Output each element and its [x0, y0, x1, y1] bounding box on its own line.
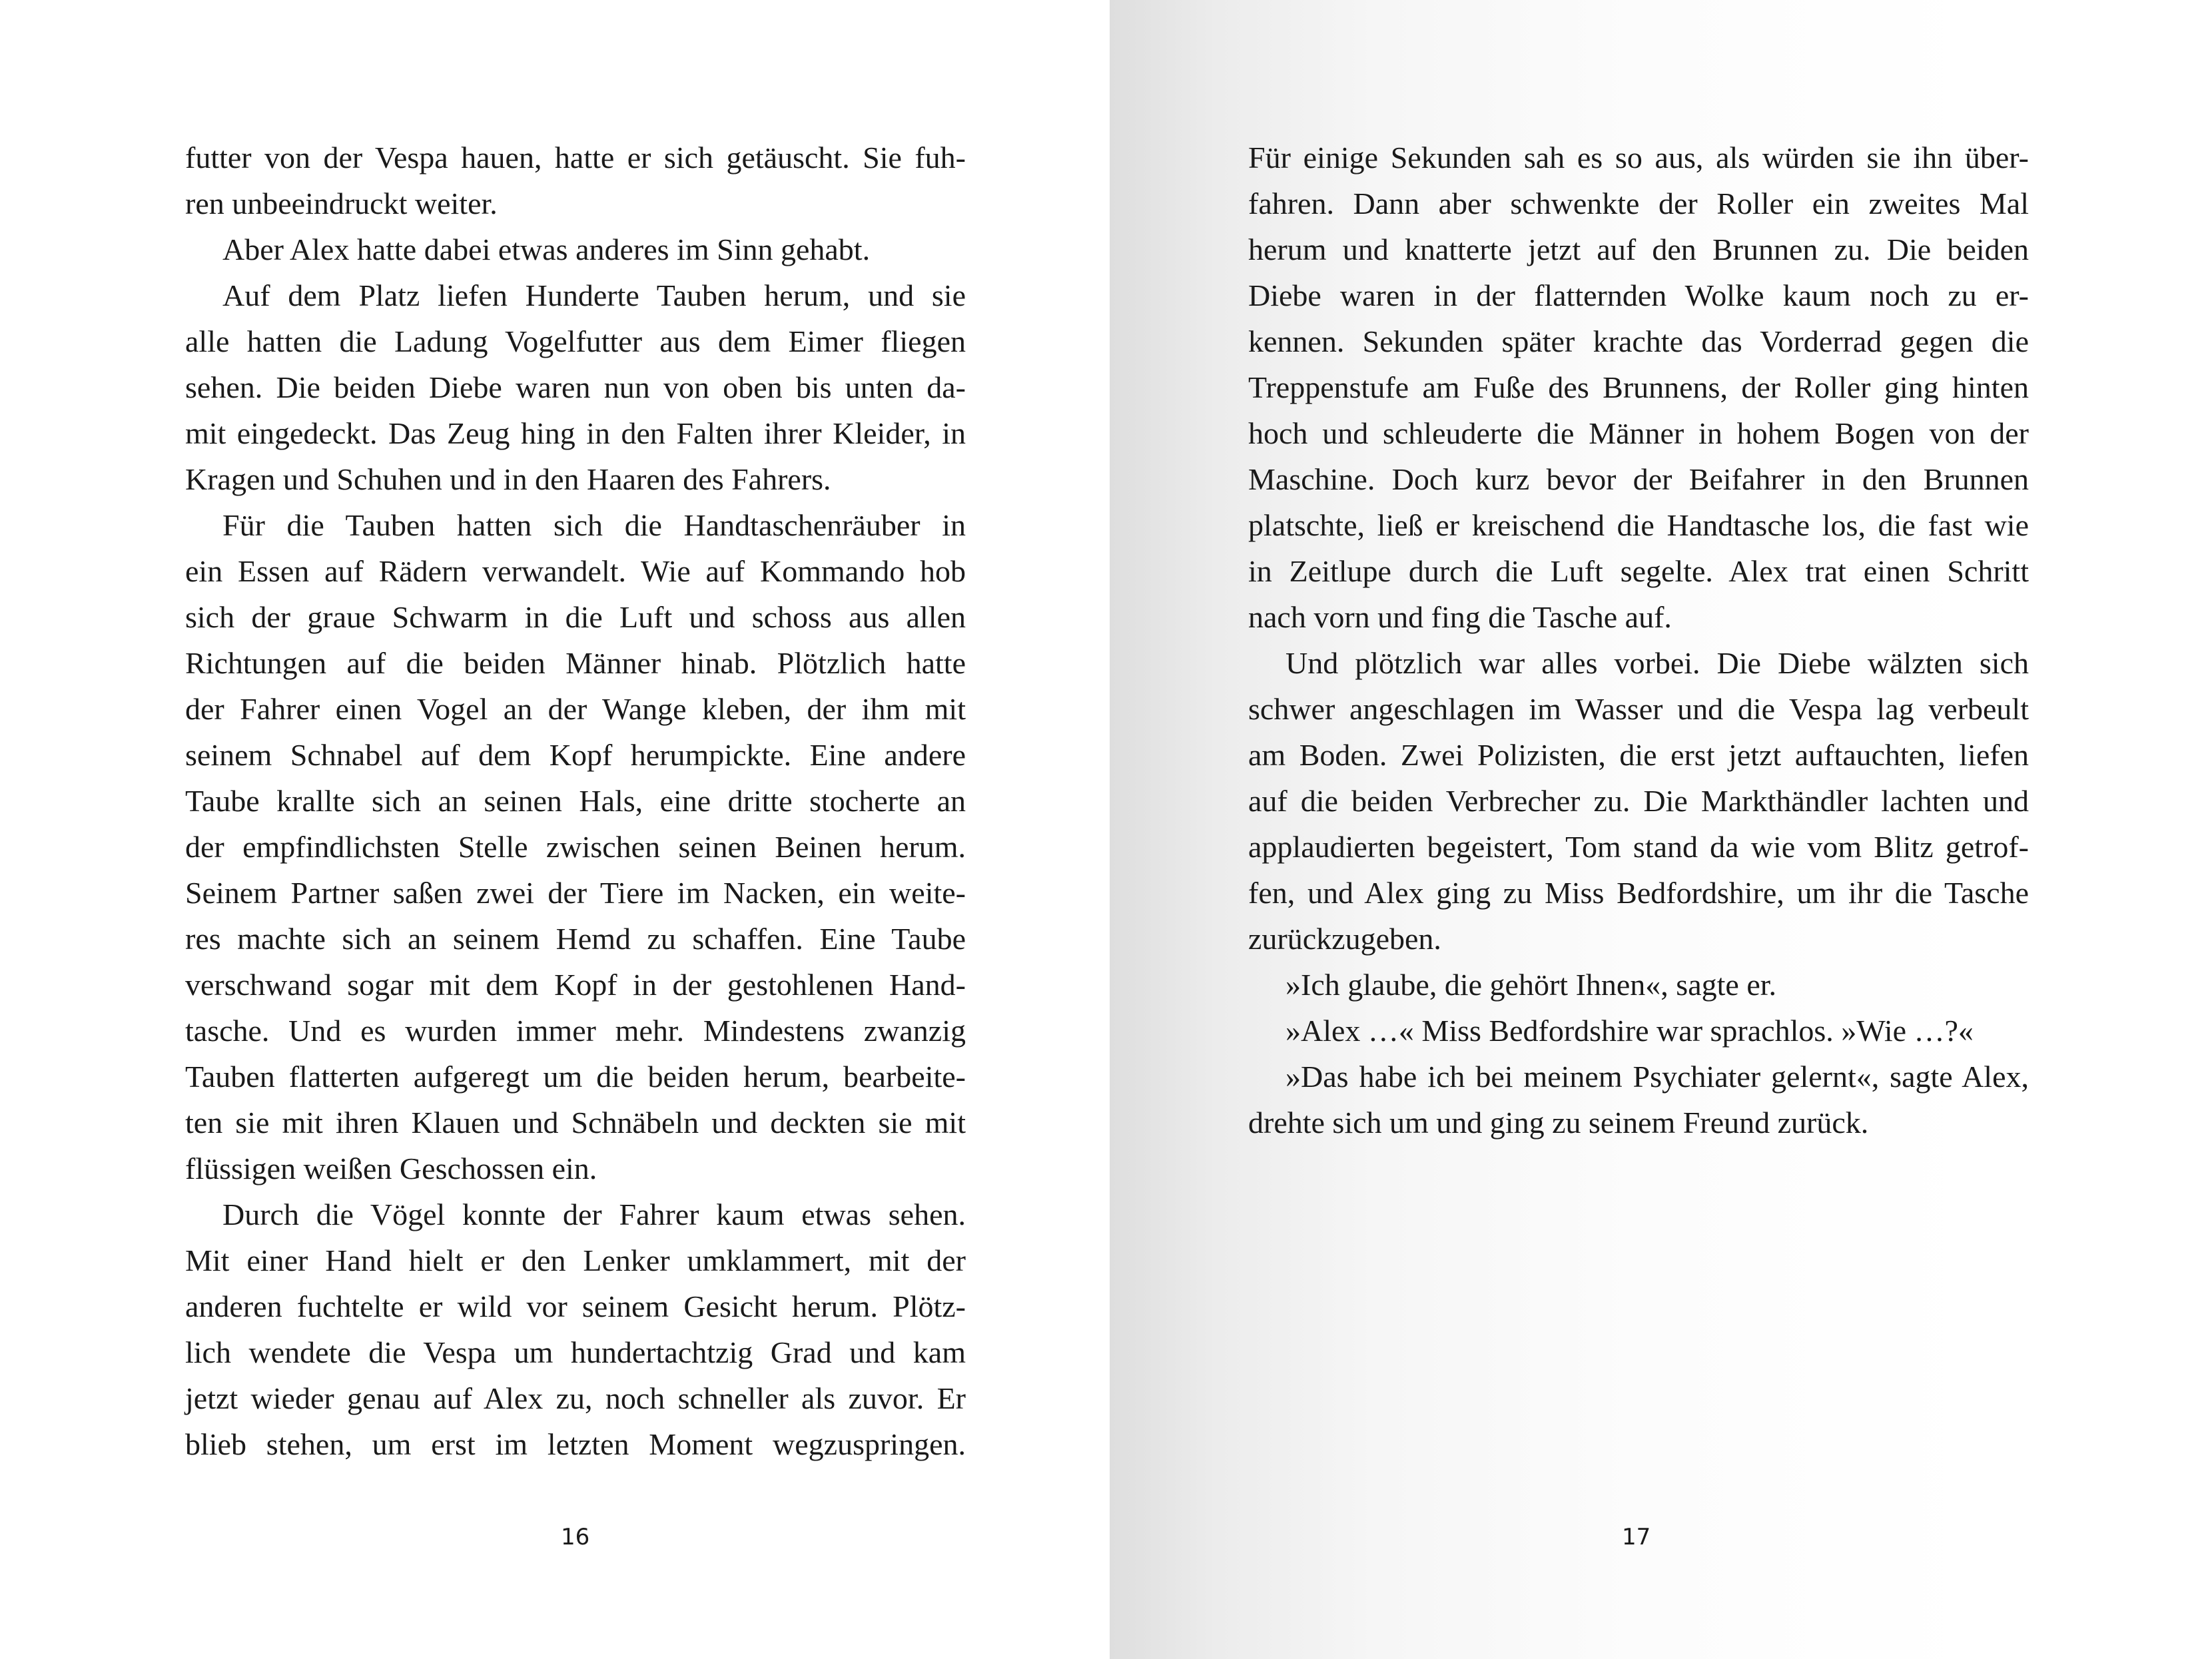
text-line: drehte sich um und ging zu seinem Freund zurück. [1248, 1106, 1869, 1140]
text-line: »Alex …« Miss Bedfordshire war sprachlos. »Wie …?« [1286, 1014, 1974, 1048]
text-line: jetzt wieder genau auf Alex zu, noch schneller als zuvor. Er [185, 1381, 966, 1415]
page-number-left: 16 [561, 1524, 590, 1550]
text-line: Diebe waren in der flatternden Wolke kaum noch zu er- [1248, 278, 2029, 312]
left-page-text [185, 135, 966, 1467]
text-line: der Fahrer einen Vogel an der Wange kleben, der ihm mit [185, 692, 966, 726]
text-line: Durch die Vögel konnte der Fahrer kaum etwas sehen. [222, 1197, 966, 1231]
text-line: sich der graue Schwarm in die Luft und schoss aus allen [185, 600, 966, 634]
text-line: Kragen und Schuhen und in den Haaren des Fahrers. [185, 462, 831, 496]
text-line: nach vorn und fing die Tasche auf. [1248, 600, 1672, 634]
text-line: Und plötzlich war alles vorbei. Die Diebe wälzten sich [1286, 646, 2029, 680]
text-line: verschwand sogar mit dem Kopf in der gestohlenen Hand- [185, 968, 966, 1002]
text-line: Mit einer Hand hielt er den Lenker umklammert, mit der [185, 1243, 966, 1277]
text-line: Richtungen auf die beiden Männer hinab. Plötzlich hatte [185, 646, 966, 680]
text-line: Auf dem Platz liefen Hunderte Tauben herum, und sie [222, 278, 966, 312]
text-line: tasche. Und es wurden immer mehr. Mindestens zwanzig [185, 1014, 966, 1048]
text-line: seinem Schnabel auf dem Kopf herumpickte. Eine andere [185, 738, 966, 772]
right-page [1110, 0, 2212, 1659]
text-line: fen, und Alex ging zu Miss Bedfordshire, um ihr die Tasche [1248, 876, 2029, 910]
text-line: Für einige Sekunden sah es so aus, als würden sie ihn über- [1248, 141, 2029, 174]
page-number-right: 17 [1622, 1524, 1651, 1550]
text-line: Maschine. Doch kurz bevor der Beifahrer in den Brunnen [1248, 462, 2029, 496]
text-line: anderen fuchtelte er wild vor seinem Gesicht herum. Plötz- [185, 1289, 966, 1323]
text-line: kennen. Sekunden später krachte das Vorderrad gegen die [1248, 324, 2029, 358]
text-line: lich wendete die Vespa um hundertachtzig Grad und kam [185, 1335, 966, 1369]
text-line: schwer angeschlagen im Wasser und die Vespa lag verbeult [1248, 692, 2029, 726]
text-line: blieb stehen, um erst im letzten Moment wegzuspringen. [185, 1427, 966, 1461]
text-line: herum und knatterte jetzt auf den Brunnen zu. Die beiden [1248, 232, 2029, 266]
text-line: »Das habe ich bei meinem Psychiater gelernt«, sagte Alex, [1286, 1060, 2029, 1094]
text-line: fahren. Dann aber schwenkte der Roller ein zweites Mal [1248, 186, 2029, 220]
text-line: Aber Alex hatte dabei etwas anderes im Sinn gehabt. [222, 232, 871, 266]
text-line: der empfindlichsten Stelle zwischen seinen Beinen herum. [185, 830, 966, 864]
text-line: applaudierten begeistert, Tom stand da wie vom Blitz getrof- [1248, 830, 2029, 864]
text-line: flüssigen weißen Geschossen ein. [185, 1152, 597, 1185]
text-line: platschte, ließ er kreischend die Handtasche los, die fast wie [1248, 508, 2029, 542]
text-line: mit eingedeckt. Das Zeug hing in den Falten ihrer Kleider, in [185, 416, 966, 450]
text-line: am Boden. Zwei Polizisten, die erst jetzt auftauchten, liefen [1248, 738, 2029, 772]
text-line: futter von der Vespa hauen, hatte er sich getäuscht. Sie fuh- [185, 141, 966, 174]
text-line: Treppenstufe am Fuße des Brunnens, der Roller ging hinten [1248, 370, 2029, 404]
text-line: Taube krallte sich an seinen Hals, eine dritte stocherte an [185, 784, 966, 818]
text-line: zurückzugeben. [1248, 922, 1441, 956]
text-line: ren unbeeindruckt weiter. [185, 186, 498, 220]
text-line: sehen. Die beiden Diebe waren nun von oben bis unten da- [185, 370, 966, 404]
text-line: ein Essen auf Rädern verwandelt. Wie auf Kommando hob [185, 554, 966, 588]
text-line: auf die beiden Verbrecher zu. Die Markthändler lachten und [1248, 784, 2029, 818]
text-line: ten sie mit ihren Klauen und Schnäbeln und deckten sie mit [185, 1106, 966, 1140]
text-line: »Ich glaube, die gehört Ihnen«, sagte er. [1286, 968, 1777, 1002]
text-line: Für die Tauben hatten sich die Handtaschenräuber in [222, 508, 966, 542]
text-line: in Zeitlupe durch die Luft segelte. Alex trat einen Schritt [1248, 554, 2029, 588]
text-line: Tauben flatterten aufgeregt um die beiden herum, bearbeite- [185, 1060, 966, 1094]
right-page-text [1248, 135, 2029, 1146]
text-line: Seinem Partner saßen zwei der Tiere im Nacken, ein weite- [185, 876, 966, 910]
text-line: alle hatten die Ladung Vogelfutter aus dem Eimer fliegen [185, 324, 966, 358]
text-line: hoch und schleuderte die Männer in hohem Bogen von der [1248, 416, 2029, 450]
text-line: res machte sich an seinem Hemd zu schaffen. Eine Taube [185, 922, 966, 956]
